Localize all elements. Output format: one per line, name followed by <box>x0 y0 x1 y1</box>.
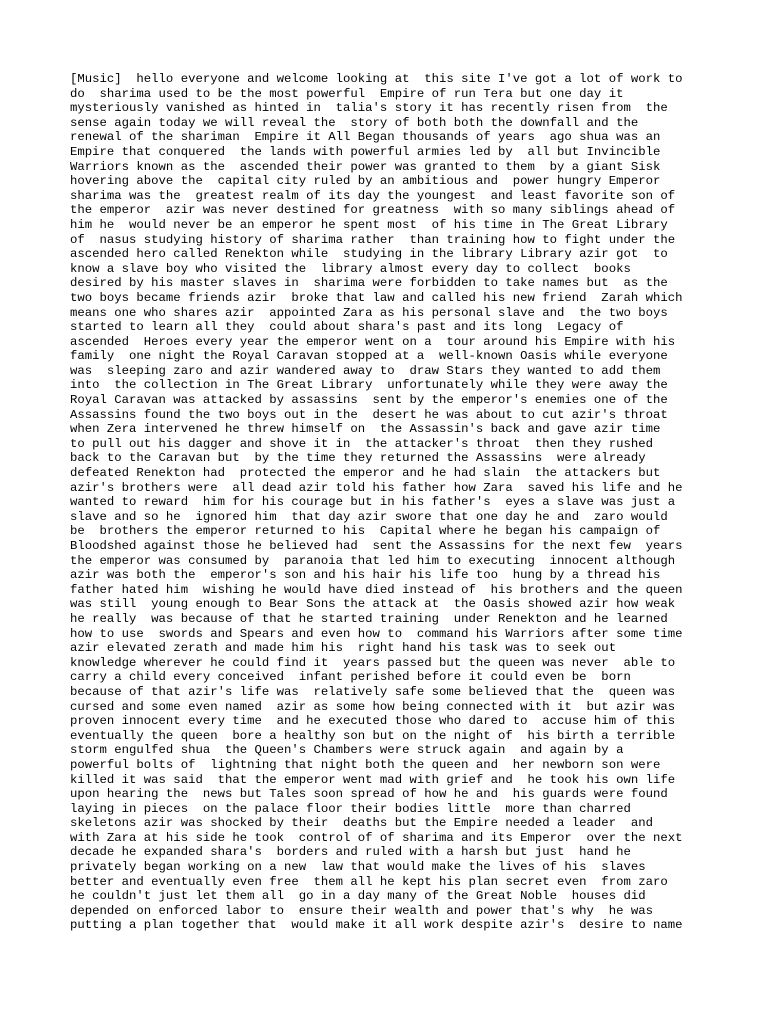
transcript-line: Royal Caravan was attacked by assassins sent by the emperor's enemies one of the <box>70 393 668 408</box>
transcript-line: slave and so he ignored him that day azir swore that one day he and zaro would <box>70 509 668 524</box>
transcript-line: defeated Renekton had protected the emperor and he had slain the attackers but <box>70 466 661 481</box>
transcript-line: he couldn't just let them all go in a day many of the Great Noble houses did <box>70 889 646 904</box>
transcript-line: him he would never be an emperor he spent most of his time in The Great Library <box>70 217 668 232</box>
transcript-line: two boys became friends azir broke that law and called his new friend Zarah which <box>70 290 683 305</box>
transcript-line: be brothers the emperor returned to his Capital where he began his campaign of <box>70 524 661 539</box>
transcript-line: skeletons azir was shocked by their deaths but the Empire needed a leader and <box>70 816 653 831</box>
transcript-line: privately began working on a new law that would make the lives of his slaves <box>70 860 646 875</box>
transcript-line: started to learn all they could about shara's past and its long Legacy of <box>70 320 624 335</box>
transcript-line: decade he expanded shara's borders and ruled with a harsh but just hand he <box>70 845 631 860</box>
transcript-line: cursed and some even named azir as some how being connected with it but azir was <box>70 699 676 714</box>
transcript-line: upon hearing the news but Tales soon spread of how he and his guards were found <box>70 787 668 802</box>
transcript-line: storm engulfed shua the Queen's Chambers were struck again and again by a <box>70 743 624 758</box>
transcript-line: carry a child every conceived infant perished before it could even be born <box>70 670 631 685</box>
transcript-line: know a slave boy who visited the library almost every day to collect books <box>70 261 631 276</box>
transcript-line: hovering above the capital city ruled by an ambitious and power hungry Emperor <box>70 174 661 189</box>
transcript-line: putting a plan together that would make it all work despite azir's desire to name <box>70 918 683 933</box>
transcript-line: sharima was the greatest realm of its day the youngest and least favorite son of <box>70 188 676 203</box>
transcript-line: laying in pieces on the palace floor their bodies little more than charred <box>70 801 631 816</box>
transcript-line: Assassins found the two boys out in the desert he was about to cut azir's throat <box>70 407 668 422</box>
transcript-line: proven innocent every time and he executed those who dared to accuse him of this <box>70 714 676 729</box>
transcript-text-block <box>70 72 710 933</box>
transcript-line: wanted to reward him for his courage but in his father's eyes a slave was just a <box>70 495 676 510</box>
transcript-line: when Zera intervened he threw himself on the Assassin's back and gave azir time <box>70 422 661 437</box>
transcript-line: mysteriously vanished as hinted in talia's story it has recently risen from the <box>70 101 668 116</box>
transcript-line: ascended Heroes every year the emperor went on a tour around his Empire with his <box>70 334 676 349</box>
transcript-line: Empire that conquered the lands with powerful armies led by all but Invincible <box>70 144 661 159</box>
transcript-line: father hated him wishing he would have died instead of his brothers and the queen <box>70 582 683 597</box>
transcript-line: the emperor azir was never destined for greatness with so many siblings ahead of <box>70 203 676 218</box>
transcript-line: azir's brothers were all dead azir told his father how Zara saved his life and he <box>70 480 683 495</box>
transcript-line: azir was both the emperor's son and his hair his life too hung by a thread his <box>70 568 661 583</box>
transcript-line: with Zara at his side he took control of of sharima and its Emperor over the next <box>70 830 683 845</box>
transcript-line: do sharima used to be the most powerful Empire of run Tera but one day it <box>70 86 624 101</box>
transcript-line: azir elevated zerath and made him his right hand his task was to seek out <box>70 641 617 656</box>
transcript-line: was sleeping zaro and azir wandered away to draw Stars they wanted to add them <box>70 363 661 378</box>
transcript-line: to pull out his dagger and shove it in the attacker's throat then they rushed <box>70 436 653 451</box>
transcript-line: into the collection in The Great Library unfortunately while they were away the <box>70 378 668 393</box>
transcript-line: means one who shares azir appointed Zara as his personal slave and the two boys <box>70 305 668 320</box>
transcript-line: back to the Caravan but by the time they returned the Assassins were already <box>70 451 646 466</box>
transcript-line: desired by his master slaves in sharima were forbidden to take names but as the <box>70 276 668 291</box>
transcript-line: he really was because of that he started training under Renekton and he learned <box>70 611 668 626</box>
transcript-line: how to use swords and Spears and even how to command his Warriors after some time <box>70 626 683 641</box>
transcript-line: because of that azir's life was relatively safe some believed that the queen was <box>70 684 676 699</box>
transcript-line: the emperor was consumed by paranoia that led him to executing innocent although <box>70 553 676 568</box>
transcript-line: better and eventually even free them all he kept his plan secret even from zaro <box>70 874 668 889</box>
transcript-line: killed it was said that the emperor went mad with grief and he took his own life <box>70 772 676 787</box>
transcript-line: Warriors known as the ascended their power was granted to them by a giant Sisk <box>70 159 661 174</box>
transcript-line: knowledge wherever he could find it years passed but the queen was never able to <box>70 655 676 670</box>
transcript-line: depended on enforced labor to ensure their wealth and power that's why he was <box>70 903 653 918</box>
transcript-line: family one night the Royal Caravan stopped at a well-known Oasis while everyone <box>70 349 668 364</box>
transcript-line: was still young enough to Bear Sons the attack at the Oasis showed azir how weak <box>70 597 676 612</box>
transcript-line: renewal of the shariman Empire it All Began thousands of years ago shua was an <box>70 130 661 145</box>
transcript-line: powerful bolts of lightning that night both the queen and her newborn son were <box>70 757 661 772</box>
transcript-line: sense again today we will reveal the story of both both the downfall and the <box>70 115 639 130</box>
transcript-line: ascended hero called Renekton while studying in the library Library azir got to <box>70 247 668 262</box>
transcript-line: [Music] hello everyone and welcome looking at this site I've got a lot of work to <box>70 72 683 86</box>
transcript-line: Bloodshed against those he believed had sent the Assassins for the next few years <box>70 539 683 553</box>
transcript-line: eventually the queen bore a healthy son but on the night of his birth a terrible <box>70 728 676 743</box>
transcript-line: of nasus studying history of sharima rather than training how to fight under the <box>70 232 676 247</box>
